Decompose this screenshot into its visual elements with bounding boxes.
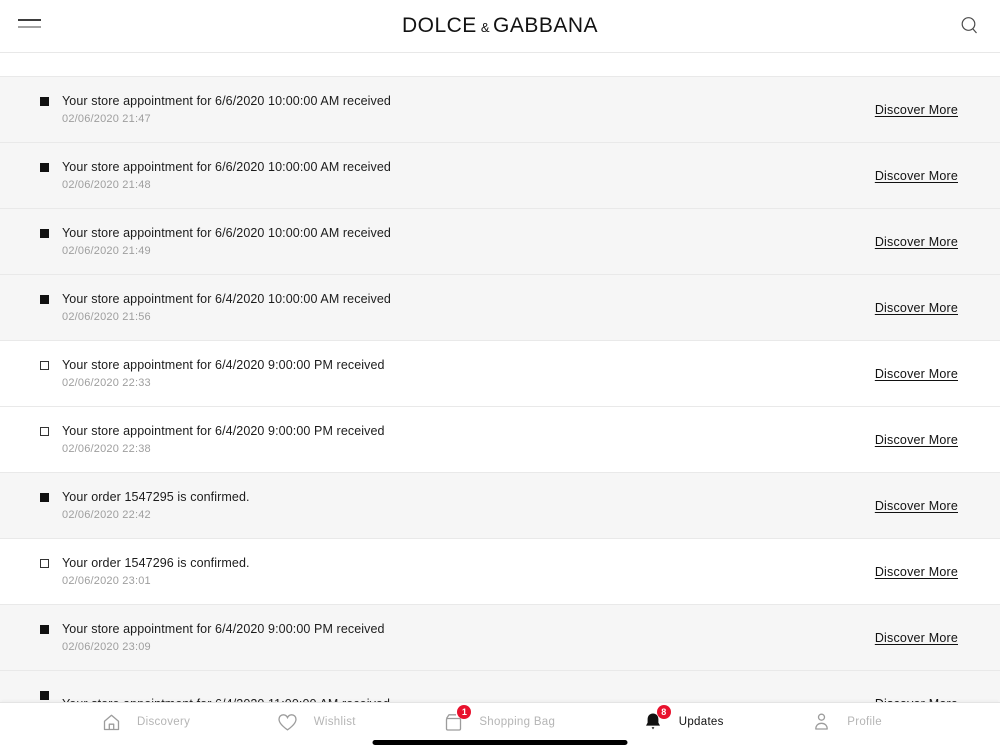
read-square-icon xyxy=(40,559,49,568)
notification-title: Your store appointment for 6/4/2020 10:00:00 AM received xyxy=(62,291,391,306)
discover-more-link[interactable]: Discover More xyxy=(874,630,958,645)
notification-row[interactable] xyxy=(0,538,1000,604)
notification-text xyxy=(62,488,250,524)
notification-title: Your store appointment for 6/6/2020 10:00:00 AM received xyxy=(62,93,391,108)
notification-title: Your store appointment for 6/4/2020 9:00:00 PM received xyxy=(62,621,385,636)
notification-text xyxy=(62,554,250,590)
tab-profile[interactable] xyxy=(810,711,882,733)
discover-more-link[interactable]: Discover More xyxy=(874,432,958,447)
updates-badge: 8 xyxy=(657,705,671,719)
tab-discovery-label: Discovery xyxy=(137,716,191,728)
unread-square-icon xyxy=(40,691,49,700)
notification-title: Your store appointment for 6/6/2020 10:00:00 AM received xyxy=(62,159,391,174)
discover-more-link[interactable]: Discover More xyxy=(874,564,958,579)
discover-more-link[interactable]: Discover More xyxy=(874,300,958,315)
tab-wishlist[interactable] xyxy=(277,711,356,733)
notification-title: Your store appointment for 6/4/2020 9:00:00 PM received xyxy=(62,423,385,438)
read-square-icon xyxy=(40,361,49,370)
heart-icon xyxy=(277,711,299,733)
notification-text xyxy=(62,290,391,326)
notification-timestamp: 02/06/2020 21:47 xyxy=(62,112,151,125)
home-icon xyxy=(100,711,122,733)
tab-discovery[interactable] xyxy=(100,711,190,733)
discover-more-link[interactable]: Discover More xyxy=(874,168,958,183)
notification-row[interactable] xyxy=(0,406,1000,472)
discover-more-link[interactable]: Discover More xyxy=(874,366,958,381)
notification-text xyxy=(62,620,385,656)
notification-timestamp: 02/06/2020 22:38 xyxy=(62,442,151,455)
discover-more-link[interactable]: Discover More xyxy=(874,102,958,117)
notification-text xyxy=(62,92,391,128)
notification-timestamp: 02/06/2020 21:49 xyxy=(62,244,151,257)
notification-timestamp: 02/06/2020 23:09 xyxy=(62,640,151,653)
notification-timestamp: 02/06/2020 21:56 xyxy=(62,310,151,323)
search-icon[interactable] xyxy=(956,12,984,40)
notification-row[interactable] xyxy=(0,208,1000,274)
unread-square-icon xyxy=(40,625,49,634)
notification-timestamp: 02/06/2020 22:33 xyxy=(62,376,151,389)
home-indicator-bar[interactable] xyxy=(373,740,628,745)
bag-icon xyxy=(442,707,467,733)
notification-text xyxy=(62,224,391,260)
notification-row[interactable] xyxy=(0,142,1000,208)
notification-row[interactable] xyxy=(0,604,1000,670)
unread-square-icon xyxy=(40,229,49,238)
logo-dolce: DOLCE xyxy=(401,14,477,37)
notification-text xyxy=(62,158,391,194)
read-square-icon xyxy=(40,427,49,436)
brand-logo[interactable] xyxy=(0,0,1000,52)
notification-row[interactable] xyxy=(0,274,1000,340)
tab-shopping-bag-label: Shopping Bag xyxy=(479,716,556,728)
notification-title: Your store appointment for 6/4/2020 9:00:00 PM received xyxy=(62,357,385,372)
unread-square-icon xyxy=(40,295,49,304)
tab-wishlist-label: Wishlist xyxy=(313,716,356,728)
bag-badge: 1 xyxy=(457,705,471,719)
tab-updates[interactable] xyxy=(642,707,724,733)
notification-row[interactable] xyxy=(0,472,1000,538)
notification-timestamp: 02/06/2020 21:48 xyxy=(62,178,151,191)
profile-icon xyxy=(810,711,832,733)
unread-square-icon xyxy=(40,97,49,106)
notification-text xyxy=(62,422,385,458)
tab-updates-label: Updates xyxy=(678,716,724,728)
notifications-list[interactable] xyxy=(0,53,1000,750)
notification-title: Your store appointment for 6/6/2020 10:00:00 AM received xyxy=(62,225,391,240)
top-bar xyxy=(0,0,1000,53)
unread-square-icon xyxy=(40,163,49,172)
logo-gabbana: GABBANA xyxy=(492,14,599,37)
notification-row[interactable] xyxy=(0,340,1000,406)
notification-timestamp: 02/06/2020 22:42 xyxy=(62,508,151,521)
discover-more-link[interactable]: Discover More xyxy=(874,498,958,513)
notification-row[interactable] xyxy=(0,76,1000,142)
discover-more-link[interactable]: Discover More xyxy=(874,234,958,249)
notification-title: Your order 1547296 is confirmed. xyxy=(62,555,250,570)
tab-shopping-bag[interactable] xyxy=(442,707,556,733)
notification-timestamp: 02/06/2020 23:01 xyxy=(62,574,151,587)
logo-ampersand: & xyxy=(480,20,490,35)
notification-text xyxy=(62,356,385,392)
bell-icon xyxy=(642,707,667,733)
notification-title: Your order 1547295 is confirmed. xyxy=(62,489,250,504)
tab-profile-label: Profile xyxy=(847,716,882,728)
unread-square-icon xyxy=(40,493,49,502)
